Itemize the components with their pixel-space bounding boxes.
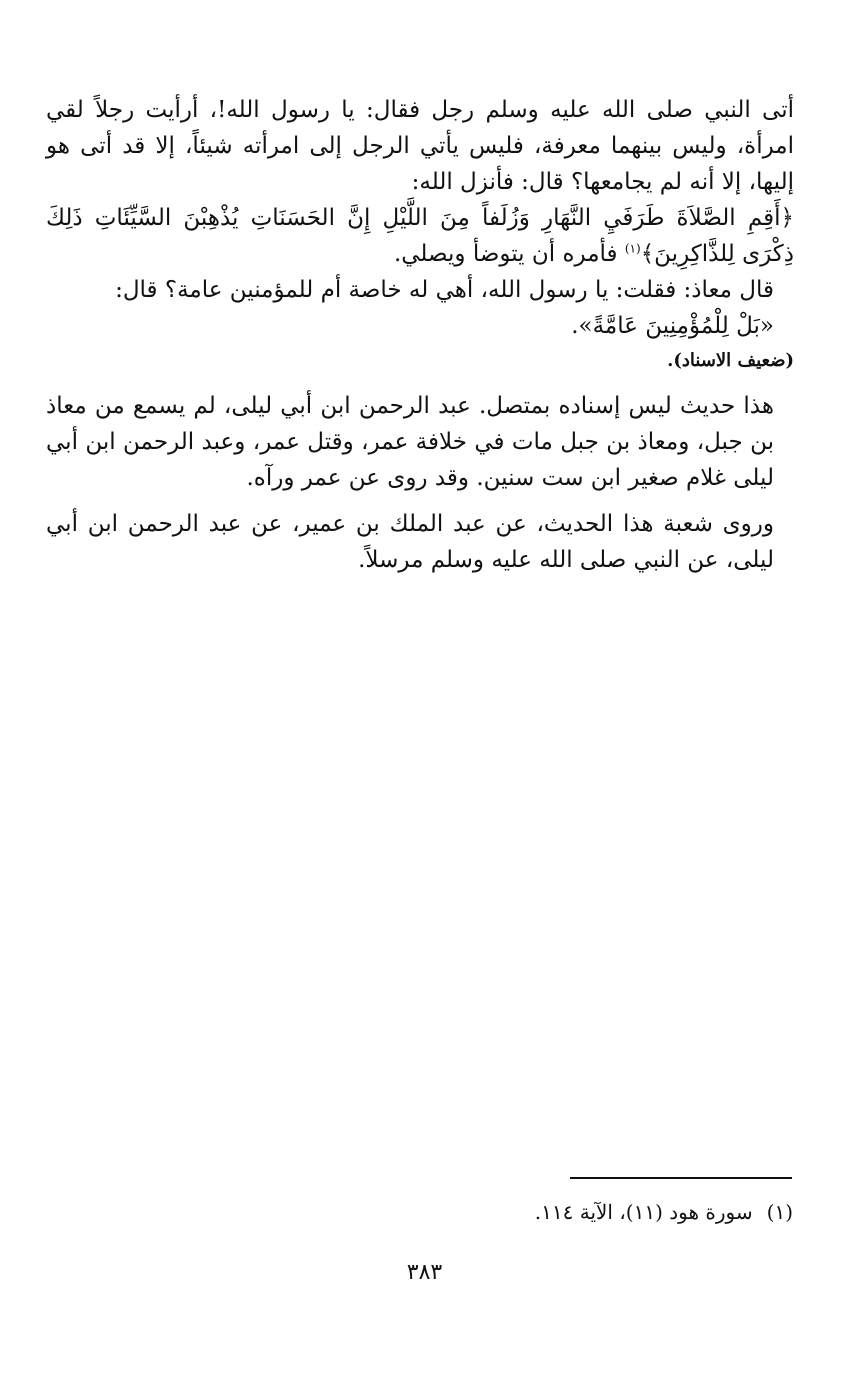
footnote-number: (١) — [766, 1200, 793, 1224]
footnote-text: سورة هود (١١)، الآية ١١٤. — [534, 1200, 753, 1224]
prophet-answer-text: «بَلْ لِلْمُؤْمِنِينَ عَامَّةً». — [571, 313, 774, 339]
hadith-grade-text: (ضعيف الاسناد). — [667, 350, 794, 371]
page-body — [46, 92, 794, 578]
commentary-paragraph-2-text: وروى شعبة هذا الحديث، عن عبد الملك بن عمير، عن عبد الرحمن ابن أبي ليلى، عن النبي صلى الله عليه وسلم مرسلاً. — [46, 511, 774, 573]
prophet-answer — [46, 308, 794, 344]
paragraph-gap — [46, 496, 794, 506]
commentary-paragraph-1 — [46, 388, 794, 496]
commentary-paragraph-2 — [46, 506, 794, 578]
verse-footnote-marker: (١) — [624, 241, 641, 256]
commentary-paragraph-1-text: هذا حديث ليس إسناده بمتصل. عبد الرحمن ابن أبي ليلى، لم يسمع من معاذ بن جبل، ومعاذ بن جبل مات في خلافة عمر، وقتل عمر، وعبد الرحمن ابن أبي ليلى غلام صغير ابن ست سنين. وقد روى عن عمر ورآه. — [46, 393, 774, 491]
muadh-question-text: قال معاذ: فقلت: يا رسول الله، أهي له خاصة أم للمؤمنين عامة؟ قال: — [115, 277, 774, 303]
muadh-question — [46, 272, 794, 308]
verse-block — [46, 200, 794, 272]
hadith-grade — [46, 348, 794, 374]
verse-quote: ﴿أَقِمِ الصَّلاَةَ طَرَفَيِ النَّهَارِ وَزُلَفاً مِنَ اللَّيْلِ إِنَّ الحَسَنَاتِ يُذْهِبْنَ السَّيِّئَاتِ ذَلِكَ ذِكْرَى لِلذَّاكِرِينَ﴾ — [46, 205, 794, 267]
footnote-divider — [570, 1177, 792, 1179]
verse-after: فأمره أن يتوضأ ويصلي. — [393, 241, 618, 267]
hadith-text — [46, 92, 794, 200]
page-number: ٣٨٣ — [406, 1260, 443, 1285]
hadith-narration: أتى النبي صلى الله عليه وسلم رجل فقال: يا رسول الله!، أرأيت رجلاً لقي امرأة، وليس بينهما معرفة، فليس يأتي الرجل إلى امرأته شيئاً، إلا قد أتى هو إليها، إلا أنه لم يجامعها؟ قال: فأنزل الله: — [46, 97, 794, 195]
footnote — [535, 1198, 793, 1226]
